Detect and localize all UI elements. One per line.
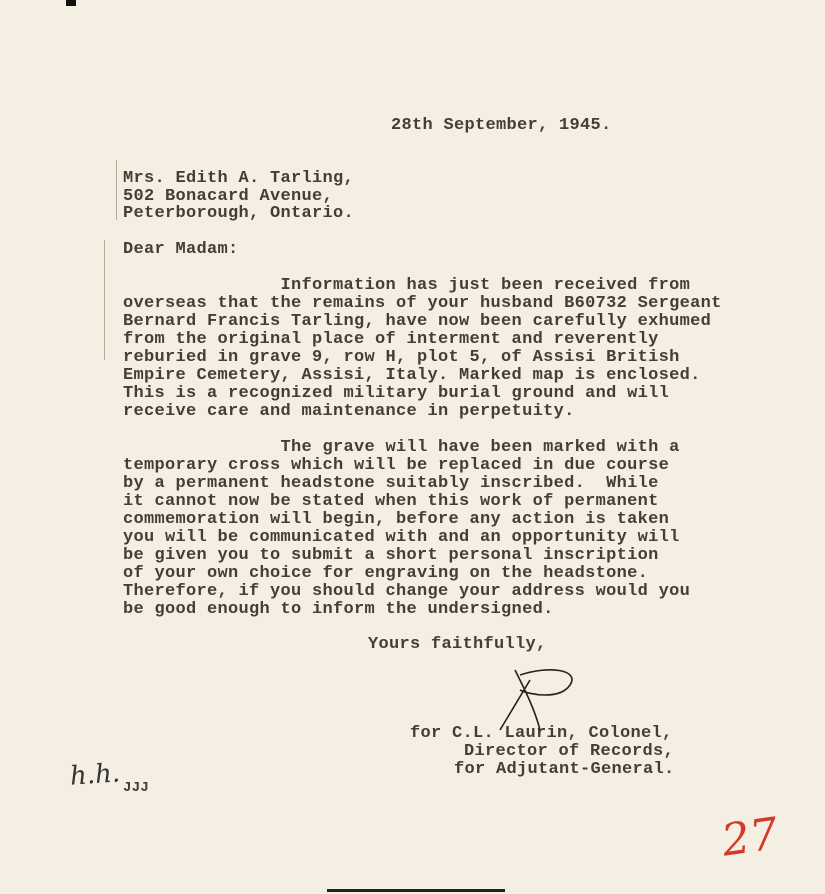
- signature-line: for Adjutant-General.: [454, 760, 675, 779]
- text-line: temporary cross which will be replaced in due course: [123, 456, 670, 475]
- address-line: Mrs. Edith A. Tarling,: [123, 169, 355, 188]
- text-line: of your own choice for engraving on the headstone.: [123, 564, 649, 583]
- text-line: you will be communicated with and an opportunity will: [123, 528, 680, 547]
- scan-corner-mark: [66, 0, 76, 6]
- text-line: Information has just been received from: [123, 276, 691, 295]
- text-line: overseas that the remains of your husband B60732 Sergeant: [123, 294, 722, 313]
- text-line: by a permanent headstone suitably inscribed. While: [123, 474, 659, 493]
- text-line: from the original place of interment and reverently: [123, 330, 659, 349]
- text-line: commemoration will begin, before any action is taken: [123, 510, 670, 529]
- signature-line: Director of Records,: [464, 742, 675, 761]
- fold-line: [116, 160, 117, 220]
- text-line: This is a recognized military burial ground and will: [123, 384, 670, 403]
- closing: Yours faithfully,: [368, 635, 547, 654]
- text-line: be good enough to inform the undersigned.: [123, 600, 554, 619]
- handwritten-initials: h.h.: [69, 758, 122, 792]
- typist-initials: JJJ: [123, 780, 150, 796]
- signature-line: for C.L. Laurin, Colonel,: [410, 724, 673, 743]
- text-line: Bernard Francis Tarling, have now been carefully exhumed: [123, 312, 712, 331]
- address-line: Peterborough, Ontario.: [123, 204, 355, 223]
- letter-date: 28th September, 1945.: [391, 116, 612, 135]
- text-line: Empire Cemetery, Assisi, Italy. Marked map is enclosed.: [123, 366, 701, 385]
- text-line: it cannot now be stated when this work of permanent: [123, 492, 659, 511]
- text-line: be given you to submit a short personal inscription: [123, 546, 659, 565]
- salutation: Dear Madam:: [123, 240, 239, 259]
- fold-line: [104, 240, 105, 360]
- address-line: 502 Bonacard Avenue,: [123, 187, 334, 206]
- text-line: receive care and maintenance in perpetuity.: [123, 402, 575, 421]
- scan-edge-mark: [327, 889, 505, 892]
- text-line: reburied in grave 9, row H, plot 5, of Assisi British: [123, 348, 680, 367]
- text-line: The grave will have been marked with a: [123, 438, 680, 457]
- text-line: Therefore, if you should change your address would you: [123, 582, 691, 601]
- page-number: 27: [718, 808, 782, 867]
